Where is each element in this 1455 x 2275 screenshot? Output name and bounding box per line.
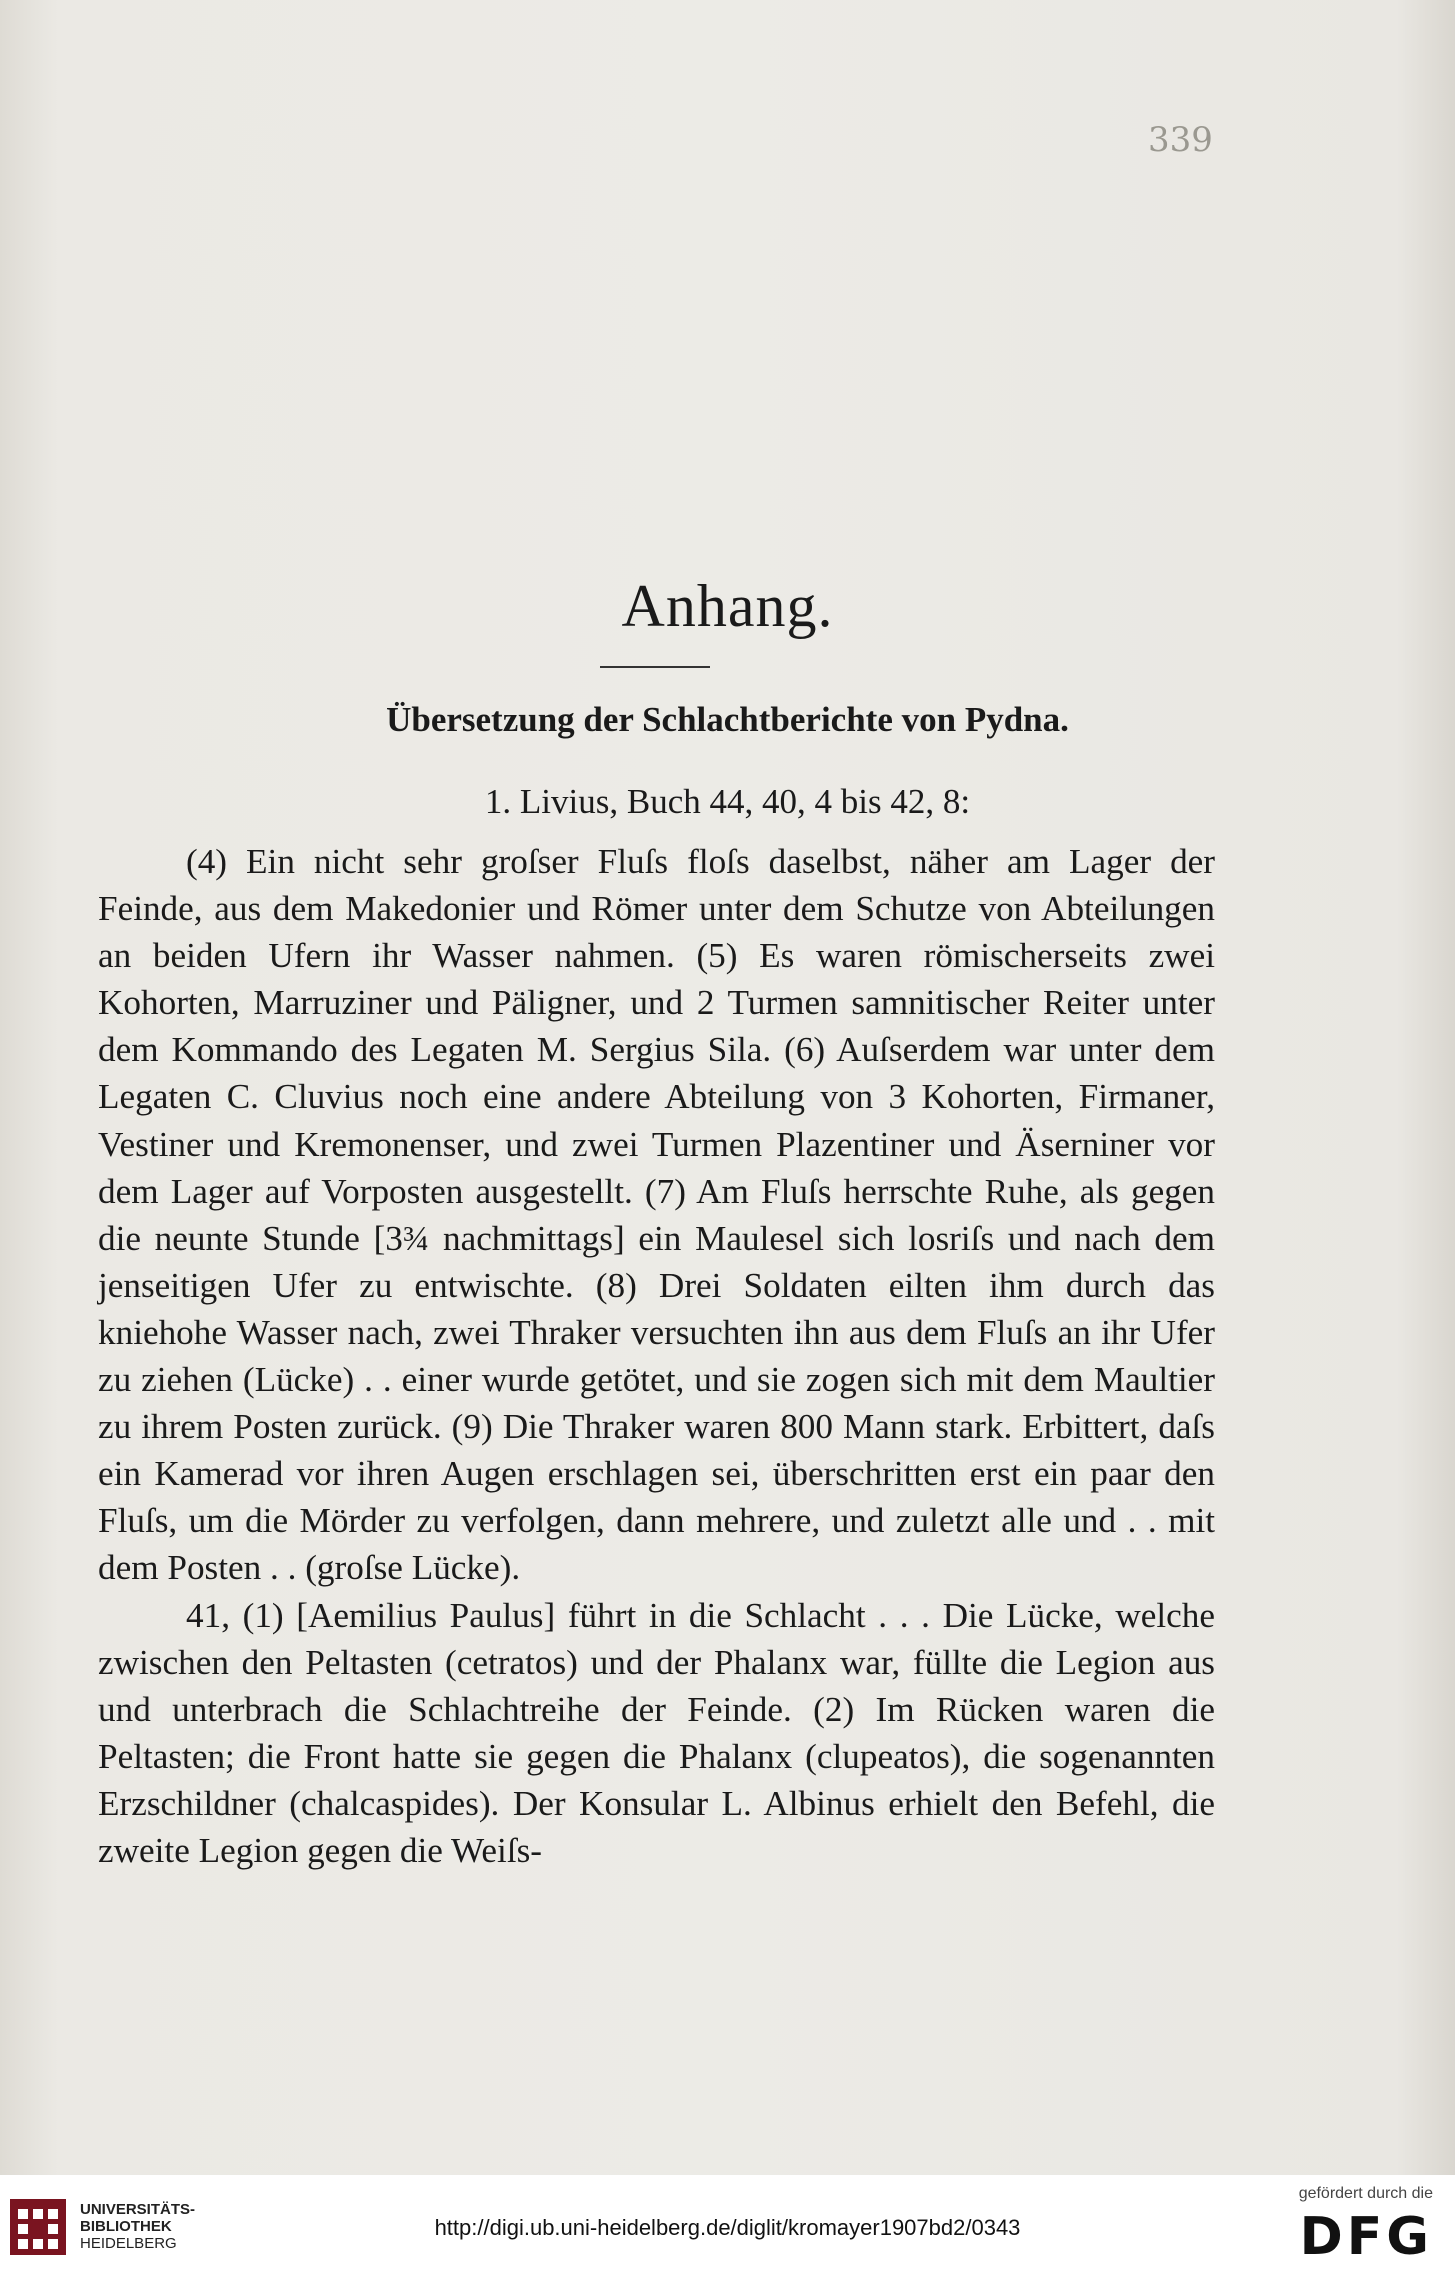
appendix-subheading: Übersetzung der Schlachtberichte von Pydna. [386, 700, 1069, 739]
permalink-url[interactable]: http://digi.ub.uni-heidelberg.de/diglit/kromayer1907bd2/0343 [434, 2215, 1021, 2240]
paragraph: (4) Ein nicht sehr groſser Fluſs floſs daselbst, näher am Lager der Feinde, aus dem Makedonier und Römer unter dem Schutze von Abteilungen an beiden Ufern ihr Wasser nahmen. (5) Es waren römischerseits zwei Kohorten, Marruziner und Päligner, und 2 Turmen samnitischer Reiter unter dem Kommando des Legaten M. Sergius Sila. (6) Auſserdem war unter dem Legaten C. Cluvius noch eine andere Abteilung von 3 Kohorten, Firmaner, Vestiner und Kremonenser, und zwei Turmen Plazentiner und Äserniner vor dem Lager auf Vorposten ausgestellt. (7) Am Fluſs herrschte Ruhe, als gegen die neunte Stunde [3¾ nachmittags] ein Maulesel sich losriſs und nach dem jenseitigen Ufer zu entwischte. (8) Drei Soldaten eilten ihm durch das kniehohe Wasser nach, zwei Thraker versuchten ihn aus dem Fluſs an ihr Ufer zu ziehen (Lücke) . . einer wurde getötet, und sie zogen sich mit dem Maultier zu ihrem Posten zurück. (9) Die Thraker waren 800 Mann stark. Erbittert, daſs ein Kamerad vor ihren Augen erschlagen sei, überschritten erst ein paar den Fluſs, um die Mörder zu verfolgen, dann mehrere, und zuletzt alle und . . mit dem Posten . . (groſse Lücke). [98, 842, 1215, 1588]
dfg-logo-icon: DFG [1299, 2207, 1433, 2267]
heading-divider [600, 666, 710, 668]
library-name: UNIVERSITÄTS- BIBLIOTHEK HEIDELBERG [80, 2201, 196, 2252]
appendix-heading: Anhang. [621, 573, 834, 639]
page-number: 339 [1148, 120, 1213, 160]
paragraph: 41, (1) [Aemilius Paulus] führt in die Schlacht . . . Die Lücke, welche zwischen den Peltasten (cetratos) und der Phalanx war, füllte die Legion aus und unterbrach die Schlachtreihe der Feinde. (2) Im Rücken waren die Peltasten; die Front hatte sie gegen die Phalanx (clupeatos), die sogenannten Erzschildner (chalcaspides). Der Konsular L. Albinus erhielt den Befehl, die zweite Legion gegen die Weiſs- [98, 1595, 1215, 1870]
body-text [98, 838, 1215, 1874]
funder-label: gefördert durch die [1298, 2185, 1433, 2202]
viewer-footer [0, 2175, 1455, 2275]
section-title: 1. Livius, Buch 44, 40, 4 bis 42, 8: [484, 782, 971, 821]
